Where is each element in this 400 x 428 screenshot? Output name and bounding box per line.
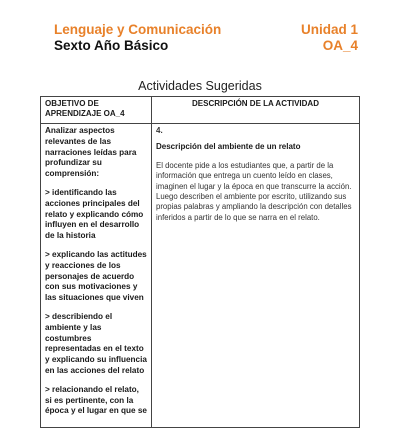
objective-code: OA_4 bbox=[322, 38, 358, 53]
objective-point: > describiendo el ambiente y las costumbres representadas en el texto y explicando su influencia en las acciones del relato bbox=[45, 311, 147, 375]
objective-text bbox=[45, 126, 147, 417]
objective-point: > explicando las actitudes y reacciones de los personajes de acuerdo con sus motivaciones y las situaciones que viven bbox=[45, 249, 147, 303]
objective-cell bbox=[41, 124, 152, 428]
activities-table bbox=[40, 96, 360, 428]
activity-column-header: DESCRIPCIÓN DE LA ACTIVIDAD bbox=[152, 97, 360, 124]
activity-description: El docente pide a los estudiantes que, a partir de la información que entrega un cuento leído en clases, imaginen el lugar y la época en que transcurre la acción. Luego describen el ambiente por escrito, utilizando sus propias palabras y ampliando la descripción con detalles inferidos a partir de lo que se narra en el relato. bbox=[156, 160, 352, 222]
objective-point: > relacionando el relato, si es pertinente, con la época y el lugar en que se bbox=[45, 384, 147, 416]
activity-number: 4. bbox=[156, 126, 163, 135]
unit-label: Unidad 1 bbox=[300, 22, 358, 37]
objective-column-header: OBJETIVO DE APRENDIZAJE OA_4 bbox=[41, 97, 152, 124]
objective-intro: Analizar aspectos relevantes de las narraciones leídas para profundizar su comprensión: bbox=[45, 126, 137, 179]
table-header-row bbox=[41, 97, 360, 124]
header-right bbox=[301, 22, 358, 54]
activity-text bbox=[156, 126, 355, 223]
objective-point: > identificando las acciones principales del relato y explicando cómo influyen en el desarrollo de la historia bbox=[45, 187, 144, 241]
activity-title: Descripción del ambiente de un relato bbox=[156, 142, 301, 152]
page-header bbox=[54, 22, 358, 56]
table-row bbox=[41, 124, 360, 428]
section-title: Actividades Sugeridas bbox=[138, 79, 262, 93]
header-left bbox=[54, 22, 221, 54]
subject-title: Lenguaje y Comunicación bbox=[54, 22, 222, 37]
grade-title: Sexto Año Básico bbox=[54, 38, 169, 53]
activity-cell bbox=[152, 124, 360, 428]
